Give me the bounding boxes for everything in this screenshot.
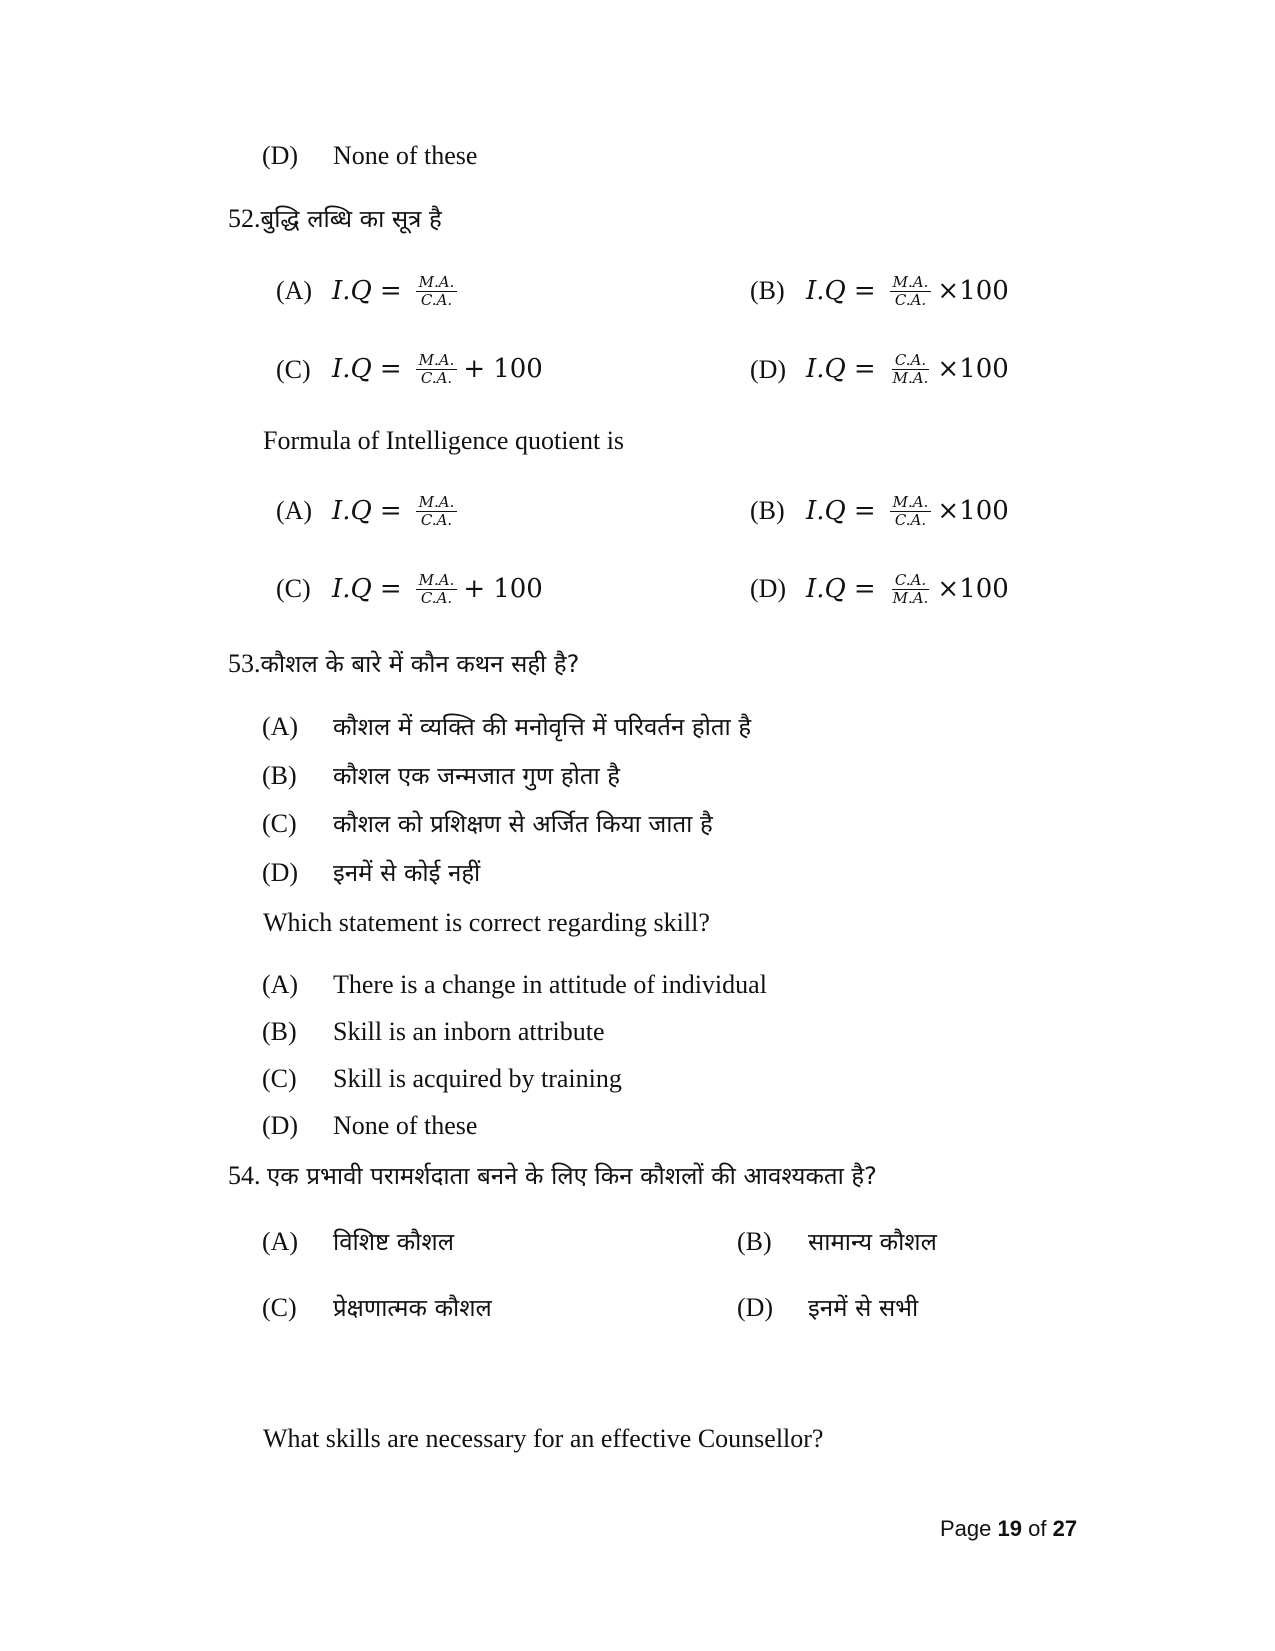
formula-eq: = [853, 496, 876, 526]
option-text: इनमें से सभी [808, 1294, 919, 1322]
option-text: कौशल एक जन्मजात गुण होता है [333, 762, 621, 790]
formula-option-b [806, 262, 1009, 320]
option-label: (A) [262, 970, 299, 999]
times-sign: × [937, 276, 960, 306]
times-sign: × [937, 496, 960, 526]
formula-lhs: I.Q [332, 574, 372, 604]
option-text: प्रेक्षणात्मक कौशल [333, 1294, 492, 1322]
formula-option-d-english [806, 560, 1009, 618]
denominator: C.A. [420, 510, 453, 529]
fraction [416, 274, 458, 309]
option-text: कौशल में व्यक्ति की मनोवृत्ति में परिवर्तन होता है [333, 713, 752, 741]
question-52-hindi [228, 203, 442, 235]
numerator: M.A. [416, 274, 458, 292]
formula-option-a [332, 262, 463, 320]
option-label: (B) [262, 761, 297, 790]
page-prefix: Page [940, 1516, 992, 1541]
option-label: (D) [737, 1293, 774, 1322]
option-label: (C) [262, 1064, 297, 1093]
option-label: (D) [262, 1111, 299, 1140]
formula-lhs: I.Q [806, 276, 846, 306]
formula-lhs: I.Q [332, 354, 372, 384]
question-53-english: Which statement is correct regarding skill? [263, 908, 710, 937]
option-text: There is a change in attitude of individual [333, 970, 767, 999]
formula-eq: = [379, 574, 402, 604]
denominator: C.A. [894, 290, 927, 309]
page-current: 19 [997, 1516, 1022, 1541]
plus-sign: + [463, 354, 486, 384]
option-label: (D) [750, 574, 787, 603]
option-text: विशिष्ट कौशल [333, 1228, 454, 1256]
formula-eq: = [853, 574, 876, 604]
formula-option-c [332, 340, 543, 398]
option-label: (B) [737, 1227, 772, 1256]
question-number: 54. [228, 1161, 261, 1190]
option-label: (D) [750, 355, 787, 384]
numerator: M.A. [890, 274, 932, 292]
option-label: (B) [750, 496, 785, 525]
formula-eq: = [379, 354, 402, 384]
formula-lhs: I.Q [806, 354, 846, 384]
denominator: C.A. [420, 588, 453, 607]
question-text: बुद्धि लब्धि का सूत्र है [260, 205, 442, 233]
formula-lhs: I.Q [332, 496, 372, 526]
option-label: (C) [276, 574, 311, 603]
formula-option-c-english [332, 560, 543, 618]
denominator: C.A. [894, 510, 927, 529]
numerator: M.A. [416, 352, 458, 370]
option-text: None of these [333, 1111, 478, 1140]
formula-eq: = [853, 354, 876, 384]
fraction [416, 494, 458, 529]
option-text: इनमें से कोई नहीं [333, 859, 481, 887]
constant: 100 [493, 354, 543, 384]
option-label: (D) [262, 141, 299, 170]
constant: 100 [959, 354, 1009, 384]
page-number [940, 1516, 1077, 1542]
formula-eq: = [379, 276, 402, 306]
option-label: (A) [276, 276, 313, 305]
option-label: (C) [276, 355, 311, 384]
option-label: (B) [262, 1017, 297, 1046]
numerator: M.A. [890, 494, 932, 512]
question-53-hindi [228, 648, 579, 680]
option-text: सामान्य कौशल [808, 1228, 937, 1256]
option-label: (A) [262, 712, 299, 741]
denominator: C.A. [420, 290, 453, 309]
option-label: (C) [262, 809, 297, 838]
denominator: M.A. [892, 368, 929, 387]
question-text: एक प्रभावी परामर्शदाता बनने के लिए किन कौशलों की आवश्यकता है? [267, 1162, 877, 1190]
option-label: (C) [262, 1293, 297, 1322]
page-total: 27 [1052, 1516, 1078, 1541]
question-52-english: Formula of Intelligence quotient is [263, 426, 625, 455]
numerator: M.A. [416, 494, 458, 512]
constant: 100 [959, 276, 1009, 306]
formula-lhs: I.Q [332, 276, 372, 306]
constant: 100 [959, 496, 1009, 526]
fraction [890, 572, 932, 607]
fraction [890, 274, 932, 309]
plus-sign: + [463, 574, 486, 604]
page-of: of [1028, 1516, 1047, 1541]
option-text: Skill is acquired by training [333, 1064, 622, 1093]
option-text: कौशल को प्रशिक्षण से अर्जित किया जाता है [333, 810, 713, 838]
times-sign: × [937, 354, 960, 384]
formula-option-b-english [806, 482, 1009, 540]
denominator: C.A. [420, 368, 453, 387]
question-text: कौशल के बारे में कौन कथन सही है? [260, 650, 580, 678]
option-label: (A) [262, 1227, 299, 1256]
numerator: M.A. [416, 572, 458, 590]
question-54-english: What skills are necessary for an effective Counsellor? [263, 1424, 824, 1453]
formula-eq: = [853, 276, 876, 306]
fraction [416, 352, 458, 387]
option-label: (A) [276, 496, 313, 525]
constant: 100 [493, 574, 543, 604]
times-sign: × [937, 574, 960, 604]
fraction [890, 494, 932, 529]
option-label: (D) [262, 858, 299, 887]
option-text: None of these [333, 141, 478, 170]
question-number: 53. [228, 649, 261, 678]
formula-option-a-english [332, 482, 463, 540]
denominator: M.A. [892, 588, 929, 607]
constant: 100 [959, 574, 1009, 604]
question-number: 52. [228, 204, 261, 233]
option-text: Skill is an inborn attribute [333, 1017, 605, 1046]
formula-eq: = [379, 496, 402, 526]
fraction [890, 352, 932, 387]
fraction [416, 572, 458, 607]
numerator: C.A. [892, 352, 929, 370]
option-label: (B) [750, 276, 785, 305]
formula-option-d [806, 340, 1009, 398]
formula-lhs: I.Q [806, 496, 846, 526]
numerator: C.A. [892, 572, 929, 590]
formula-lhs: I.Q [806, 574, 846, 604]
question-54-hindi [228, 1160, 877, 1192]
